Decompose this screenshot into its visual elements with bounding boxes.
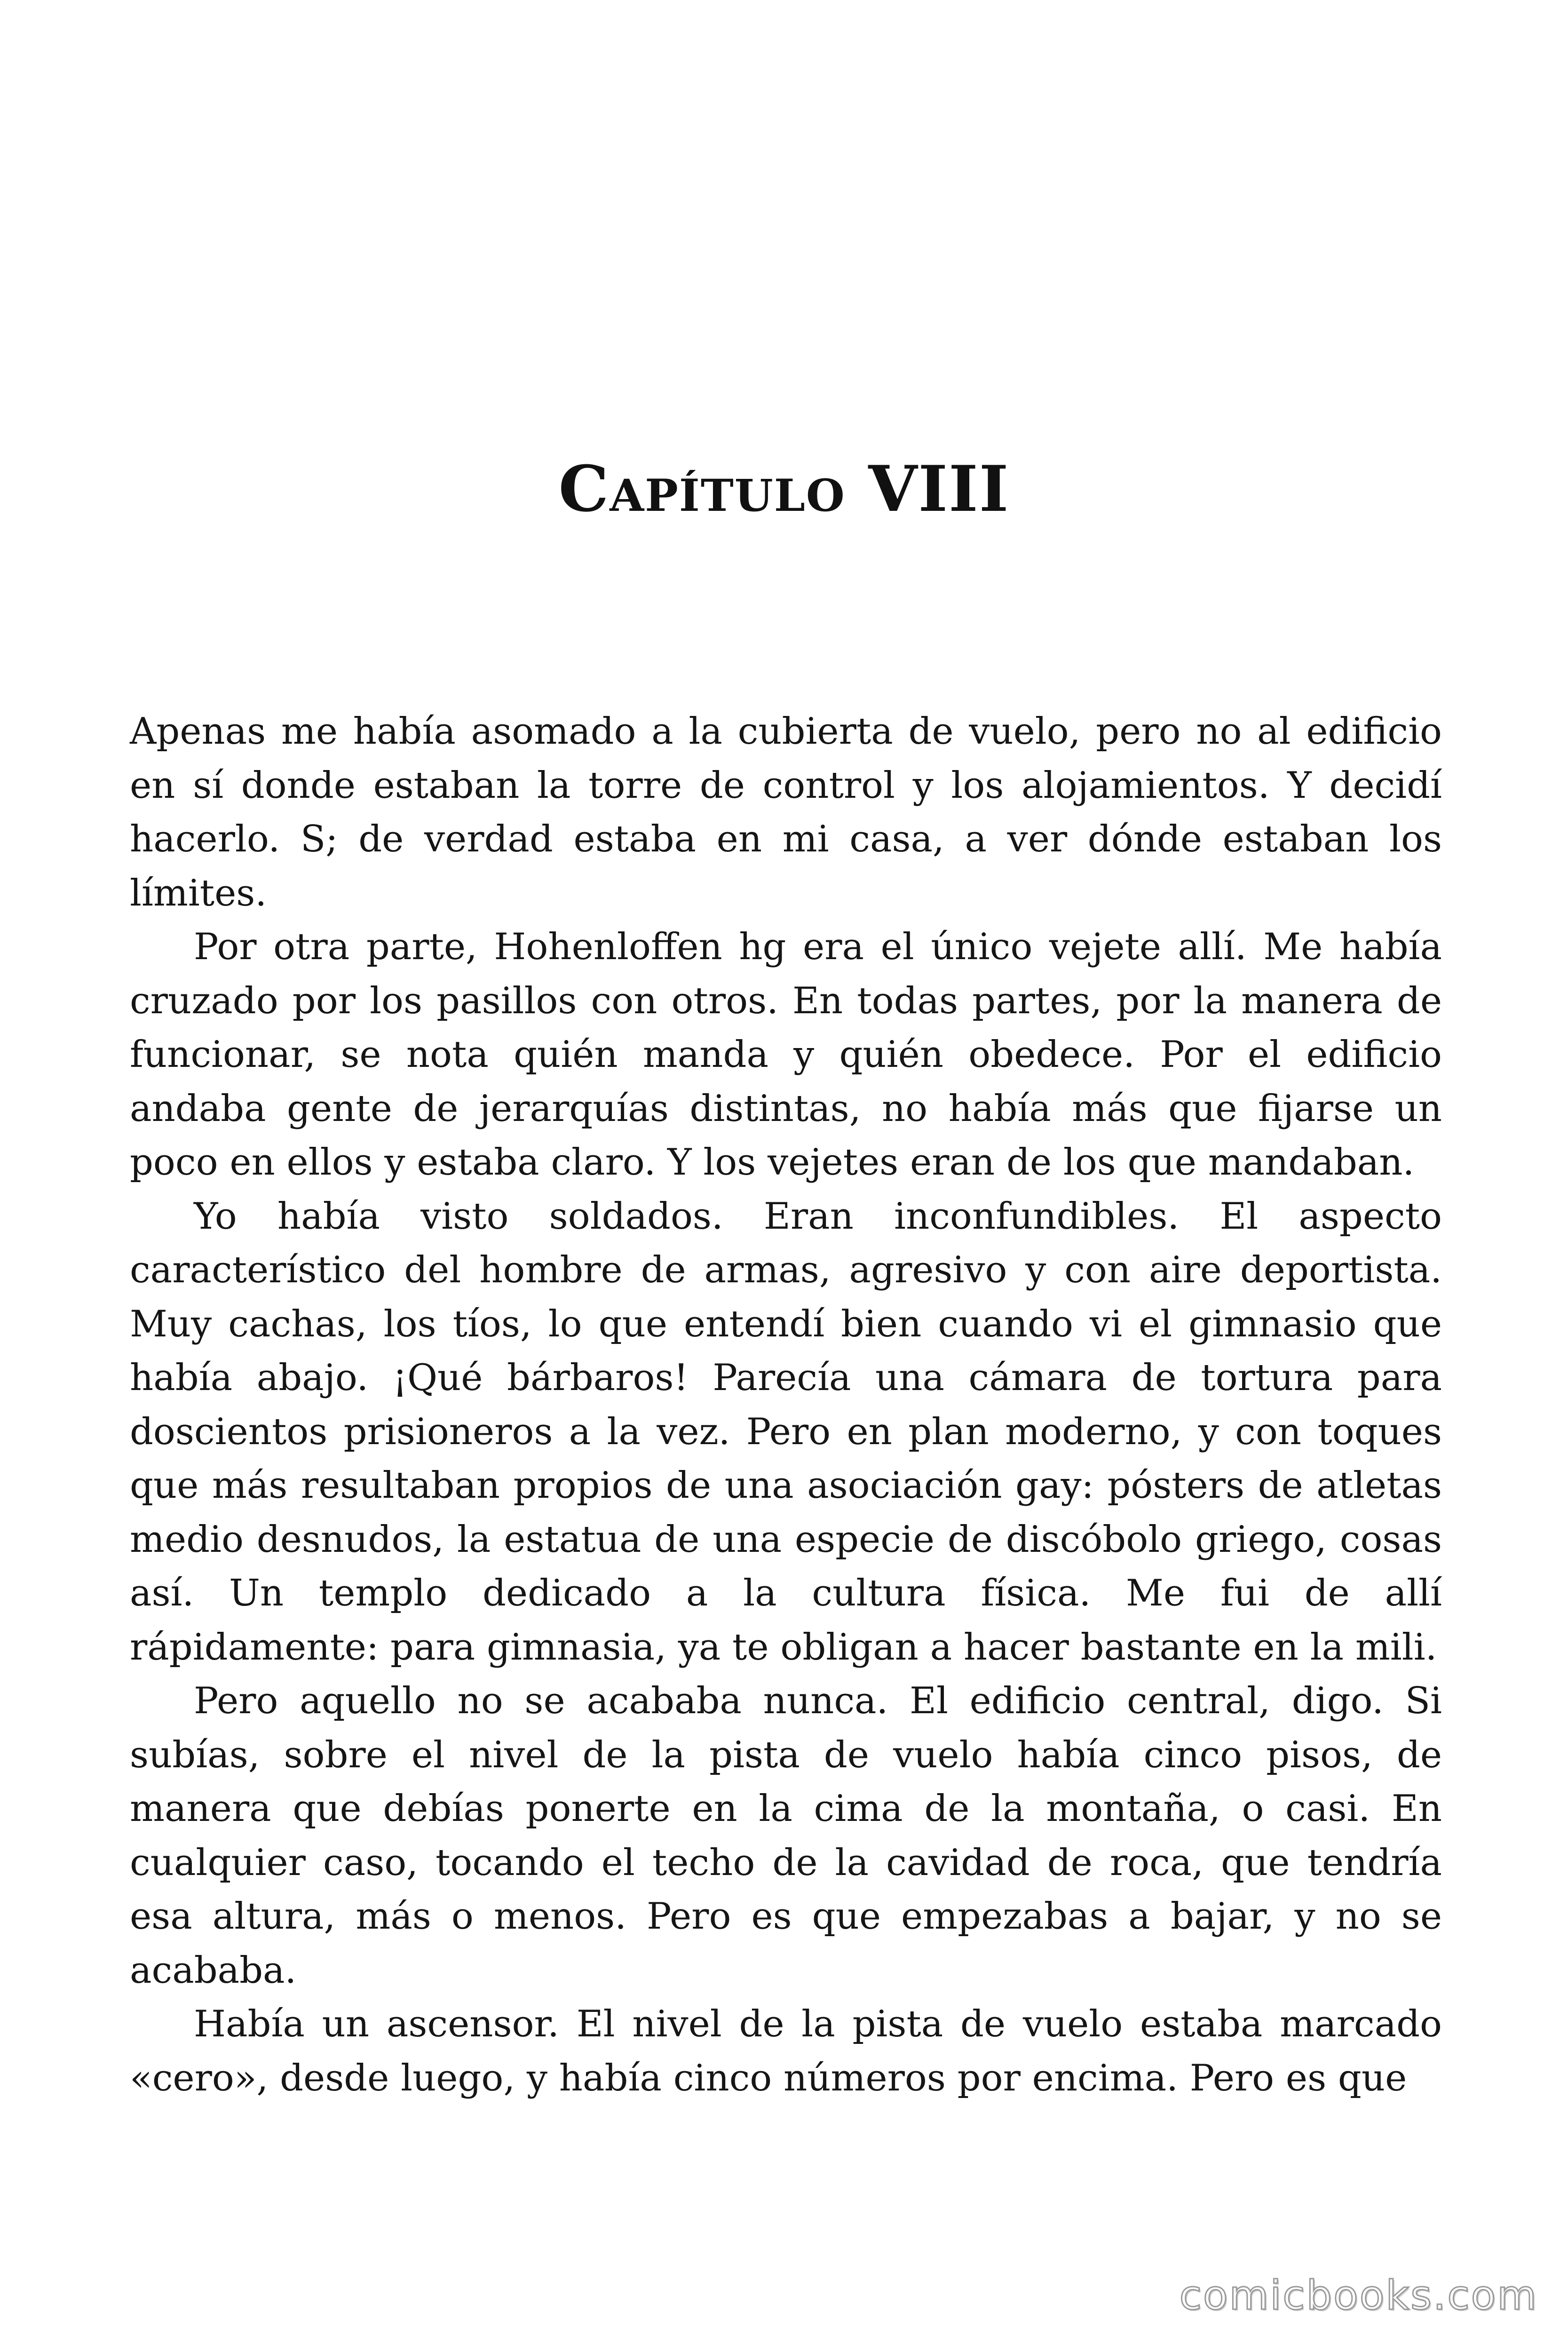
- paragraph: Había un ascensor. El nivel de la pista de vuelo estaba marcado «cero», desde luego, y había cinco números por encima. Pero es que: [130, 2003, 1442, 2099]
- paragraph: Yo había visto soldados. Eran inconfundibles. El aspecto característico del hombre de armas, agresivo y con aire deportista. Muy cachas, los tíos, lo que entendí bien cuando vi el gimnasio que había abajo. ¡Qué bárbaros! Parecía una cámara de tortura para doscientos prisioneros a la vez. Pero en plan moderno, y con toques que más resultaban propios de una asociación gay: pósters de atletas medio desnudos, la estatua de una especie de discóbolo griego, cosas así. Un templo dedicado a la cultura física. Me fui de allí rápidamente: para gimnasia, ya te obligan a hacer bastante en la mili.: [130, 1195, 1442, 1669]
- chapter-body: [130, 705, 1442, 2105]
- chapter-title: Capítulo VIII: [558, 452, 1010, 526]
- paragraph: Apenas me había asomado a la cubierta de vuelo, pero no al edificio en sí donde estaban la torre de control y los alojamientos. Y decidí hacerlo. S; de verdad estaba en mi casa, a ver dónde estaban los límites.: [130, 710, 1442, 914]
- paragraph: Por otra parte, Hohenloffen hg era el único vejete allí. Me había cruzado por los pasillos con otros. En todas partes, por la manera de funcionar, se nota quién manda y quién obedece. Por el edificio andaba gente de jerarquías distintas, no había más que fijarse un poco en ellos y estaba claro. Y los vejetes eran de los que mandaban.: [130, 926, 1442, 1184]
- watermark: comicbooks.com: [1179, 2272, 1538, 2319]
- paragraph: Pero aquello no se acababa nunca. El edificio central, digo. Si subías, sobre el nivel de la pista de vuelo había cinco pisos, de manera que debías ponerte en la cima de la montaña, o casi. En cualquier caso, tocando el techo de la cavidad de roca, que tendría esa altura, más o menos. Pero es que empezabas a bajar, y no se acababa.: [130, 1680, 1442, 1992]
